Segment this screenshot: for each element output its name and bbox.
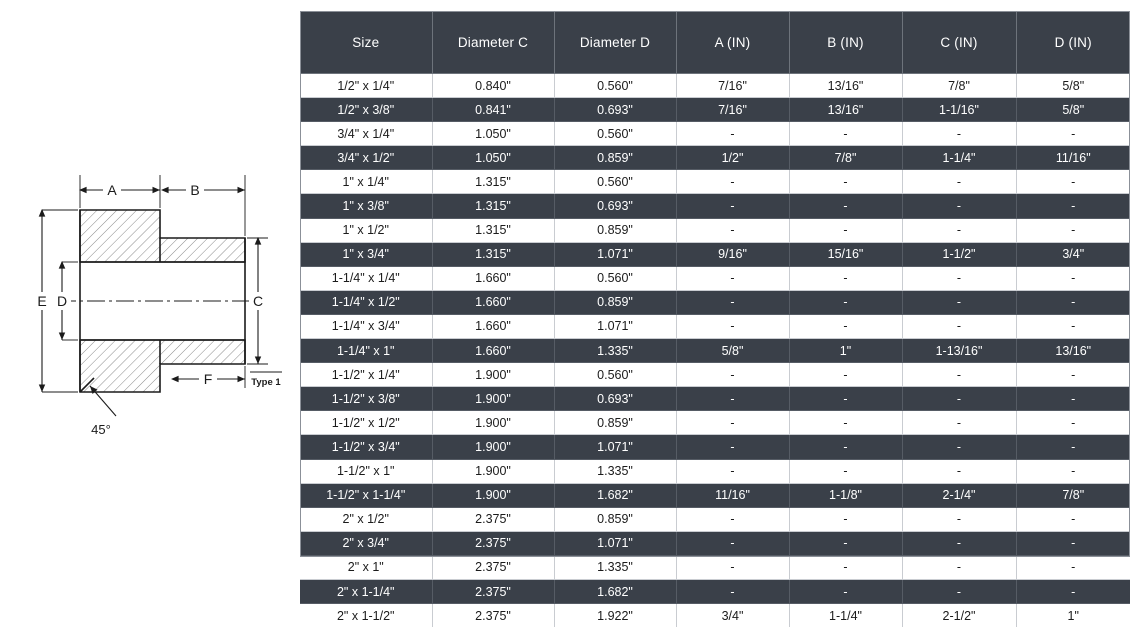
table-row (300, 579, 1130, 603)
table-cell: - (1016, 459, 1130, 483)
table-cell: - (1016, 435, 1130, 459)
table-cell: 1.071" (554, 435, 676, 459)
table-cell: - (789, 314, 902, 338)
dimension-d (53, 262, 71, 340)
table-cell: 1.682" (554, 579, 676, 603)
table-cell: 5/8" (1016, 74, 1130, 98)
table-header (300, 11, 1130, 74)
table-cell: - (1016, 555, 1130, 579)
table-row (300, 483, 1130, 507)
table-cell: - (902, 435, 1016, 459)
table-cell: 2" x 1" (300, 555, 432, 579)
table-cell: 1.900" (432, 483, 554, 507)
table-cell: - (789, 555, 902, 579)
table-cell: 3/4" (676, 604, 789, 627)
table-cell: 1-1/4" x 1/4" (300, 266, 432, 290)
table-row (300, 74, 1130, 98)
column-header-c-in: C (IN) (902, 11, 1016, 74)
table-cell: 13/16" (1016, 339, 1130, 363)
table-cell: - (789, 507, 902, 531)
table-cell: - (902, 507, 1016, 531)
column-header-diameter-c: Diameter C (432, 11, 554, 74)
table-row (300, 507, 1130, 531)
chamfer-angle-callout (90, 386, 116, 437)
dimension-label-e: E (37, 293, 46, 309)
dimension-f (172, 370, 245, 388)
table-cell: - (789, 290, 902, 314)
table-cell: - (676, 579, 789, 603)
table-cell: 2-1/2" (902, 604, 1016, 627)
type-caption (250, 372, 282, 388)
table-row (300, 98, 1130, 122)
table-row (300, 122, 1130, 146)
table-cell: 1/2" (676, 146, 789, 170)
table-row (300, 290, 1130, 314)
type-label: Type 1 (251, 377, 281, 388)
table-cell: 1.315" (432, 242, 554, 266)
dimension-label-a: A (107, 182, 117, 198)
table-row (300, 435, 1130, 459)
table-cell: - (902, 314, 1016, 338)
table-cell: 1" x 1/2" (300, 218, 432, 242)
table-cell: 1.335" (554, 339, 676, 363)
table-cell: - (789, 122, 902, 146)
table-cell: 0.859" (554, 411, 676, 435)
table-cell: - (676, 435, 789, 459)
table-cell: 1" x 1/4" (300, 170, 432, 194)
specification-table (300, 11, 1130, 627)
table-cell: - (902, 531, 1016, 555)
drawing-svg (0, 0, 300, 568)
table-cell: 2.375" (432, 507, 554, 531)
table-cell: - (676, 531, 789, 555)
column-header-d-in: D (IN) (1016, 11, 1130, 74)
table-cell: - (1016, 579, 1130, 603)
table-cell: 1.335" (554, 555, 676, 579)
table-cell: 1" x 3/8" (300, 194, 432, 218)
table-cell: - (902, 170, 1016, 194)
table-cell: 5/8" (676, 339, 789, 363)
dimension-e (33, 210, 51, 392)
table-cell: 1.315" (432, 194, 554, 218)
dimension-label-f: F (204, 371, 213, 387)
column-header-a-in: A (IN) (676, 11, 789, 74)
table-cell: - (789, 363, 902, 387)
table-cell: - (1016, 363, 1130, 387)
table-row (300, 170, 1130, 194)
table-row (300, 363, 1130, 387)
table-cell: - (789, 218, 902, 242)
table-row (300, 604, 1130, 627)
table-row (300, 387, 1130, 411)
table-cell: 0.693" (554, 194, 676, 218)
table-cell: 7/16" (676, 74, 789, 98)
dimension-c (249, 238, 267, 364)
table-cell: 0.859" (554, 146, 676, 170)
table-cell: 1-1/4" (902, 146, 1016, 170)
table-cell: 1-1/4" x 1/2" (300, 290, 432, 314)
table-cell: 1.071" (554, 242, 676, 266)
table-cell: 1.900" (432, 387, 554, 411)
table-cell: - (1016, 387, 1130, 411)
table-cell: - (902, 459, 1016, 483)
dimension-label-b: B (190, 182, 199, 198)
dimension-a (80, 181, 160, 199)
table-row (300, 242, 1130, 266)
table-cell: - (902, 194, 1016, 218)
table-cell: - (676, 411, 789, 435)
table-cell: 2" x 1/2" (300, 507, 432, 531)
table-cell: - (1016, 266, 1130, 290)
table-cell: 15/16" (789, 242, 902, 266)
table-cell: 2" x 1-1/4" (300, 579, 432, 603)
table-cell: 0.859" (554, 290, 676, 314)
table-cell: 1.900" (432, 435, 554, 459)
table-cell: - (789, 579, 902, 603)
table-cell: 1" (789, 339, 902, 363)
table-cell: 0.840" (432, 74, 554, 98)
table-cell: - (676, 387, 789, 411)
table-cell: 5/8" (1016, 98, 1130, 122)
table-cell: 1.335" (554, 459, 676, 483)
column-header-b-in: B (IN) (789, 11, 902, 74)
table-cell: 11/16" (1016, 146, 1130, 170)
table-cell: - (676, 170, 789, 194)
table-cell: 1-1/2" x 1" (300, 459, 432, 483)
table-row (300, 555, 1130, 579)
table-cell: - (1016, 314, 1130, 338)
table-cell: 1-1/2" x 1-1/4" (300, 483, 432, 507)
table-cell: - (902, 218, 1016, 242)
table-cell: 0.859" (554, 507, 676, 531)
table-cell: 7/8" (789, 146, 902, 170)
table-cell: 1-1/4" x 1" (300, 339, 432, 363)
table-cell: - (789, 266, 902, 290)
table-cell: 2" x 1-1/2" (300, 604, 432, 627)
table-cell: 0.560" (554, 363, 676, 387)
table-cell: 0.560" (554, 266, 676, 290)
table-cell: 7/8" (1016, 483, 1130, 507)
table-cell: 9/16" (676, 242, 789, 266)
table-cell: 1-1/2" x 1/2" (300, 411, 432, 435)
table-cell: 1/2" x 1/4" (300, 74, 432, 98)
table-cell: 1-1/4" (789, 604, 902, 627)
table-cell: 1.050" (432, 146, 554, 170)
dimension-label-d: D (57, 293, 67, 309)
table-cell: - (789, 170, 902, 194)
table-cell: - (789, 459, 902, 483)
table-row (300, 459, 1130, 483)
table-row (300, 194, 1130, 218)
table-cell: - (789, 387, 902, 411)
table-cell: - (1016, 411, 1130, 435)
table-cell: 1-1/16" (902, 98, 1016, 122)
table-header-row (300, 11, 1130, 74)
table-cell: 1-1/8" (789, 483, 902, 507)
table-cell: 2" x 3/4" (300, 531, 432, 555)
table-cell: - (1016, 170, 1130, 194)
table-cell: 1.900" (432, 411, 554, 435)
table-cell: 1.660" (432, 290, 554, 314)
table-cell: - (676, 459, 789, 483)
table-cell: 13/16" (789, 74, 902, 98)
table-cell: 1.315" (432, 218, 554, 242)
table-cell: - (902, 122, 1016, 146)
column-header-size: Size (300, 11, 432, 74)
table-cell: 0.693" (554, 98, 676, 122)
table-cell: 0.859" (554, 218, 676, 242)
table-cell: - (902, 387, 1016, 411)
table-row (300, 339, 1130, 363)
table-cell: - (789, 411, 902, 435)
table-cell: 0.560" (554, 170, 676, 194)
table-cell: 11/16" (676, 483, 789, 507)
specification-table-wrap (300, 11, 1130, 627)
table-cell: 1/2" x 3/8" (300, 98, 432, 122)
table-cell: 3/4" (1016, 242, 1130, 266)
table-cell: - (1016, 290, 1130, 314)
table-cell: 1-1/2" x 3/4" (300, 435, 432, 459)
table-cell: - (1016, 194, 1130, 218)
fitting-technical-drawing (0, 0, 300, 568)
table-cell: 1.050" (432, 122, 554, 146)
table-cell: - (676, 363, 789, 387)
table-cell: 2-1/4" (902, 483, 1016, 507)
angle-label: 45° (91, 422, 111, 437)
table-cell: - (902, 579, 1016, 603)
table-cell: 3/4" x 1/2" (300, 146, 432, 170)
table-cell: - (902, 363, 1016, 387)
table-cell: - (789, 435, 902, 459)
table-cell: - (902, 290, 1016, 314)
table-cell: 1.900" (432, 459, 554, 483)
table-row (300, 146, 1130, 170)
table-cell: 0.693" (554, 387, 676, 411)
table-cell: 2.375" (432, 555, 554, 579)
column-header-diameter-d: Diameter D (554, 11, 676, 74)
table-cell: 1.922" (554, 604, 676, 627)
table-cell: 1.071" (554, 531, 676, 555)
table-cell: 1" x 3/4" (300, 242, 432, 266)
table-cell: 2.375" (432, 531, 554, 555)
table-cell: 3/4" x 1/4" (300, 122, 432, 146)
table-cell: - (676, 290, 789, 314)
table-cell: 1-1/4" x 3/4" (300, 314, 432, 338)
table-cell: - (1016, 507, 1130, 531)
table-cell: 1.682" (554, 483, 676, 507)
table-cell: - (789, 194, 902, 218)
table-cell: - (676, 507, 789, 531)
table-cell: - (1016, 531, 1130, 555)
table-cell: 7/16" (676, 98, 789, 122)
table-cell: 7/8" (902, 74, 1016, 98)
table-cell: 2.375" (432, 604, 554, 627)
table-row (300, 411, 1130, 435)
table-cell: - (902, 555, 1016, 579)
table-cell: 13/16" (789, 98, 902, 122)
table-cell: - (676, 266, 789, 290)
table-cell: - (1016, 122, 1130, 146)
table-row (300, 218, 1130, 242)
table-cell: - (902, 266, 1016, 290)
table-cell: - (902, 411, 1016, 435)
table-cell: 1.660" (432, 314, 554, 338)
table-cell: 2.375" (432, 579, 554, 603)
table-cell: - (676, 194, 789, 218)
table-cell: 1.900" (432, 363, 554, 387)
table-cell: 1.071" (554, 314, 676, 338)
table-cell: 1-1/2" (902, 242, 1016, 266)
table-cell: 0.841" (432, 98, 554, 122)
table-cell: 1.660" (432, 339, 554, 363)
table-row (300, 531, 1130, 555)
table-body (300, 74, 1130, 627)
table-cell: - (676, 122, 789, 146)
table-cell: 0.560" (554, 74, 676, 98)
table-cell: - (676, 218, 789, 242)
table-cell: 1.660" (432, 266, 554, 290)
table-cell: 1" (1016, 604, 1130, 627)
table-row (300, 314, 1130, 338)
dimension-b (162, 181, 245, 199)
table-cell: - (676, 314, 789, 338)
table-cell: 1-13/16" (902, 339, 1016, 363)
table-cell: - (1016, 218, 1130, 242)
table-cell: 1.315" (432, 170, 554, 194)
table-cell: - (676, 555, 789, 579)
dimension-label-c: C (253, 293, 263, 309)
table-cell: - (789, 531, 902, 555)
table-row (300, 266, 1130, 290)
table-cell: 1-1/2" x 1/4" (300, 363, 432, 387)
table-cell: 0.560" (554, 122, 676, 146)
table-cell: 1-1/2" x 3/8" (300, 387, 432, 411)
